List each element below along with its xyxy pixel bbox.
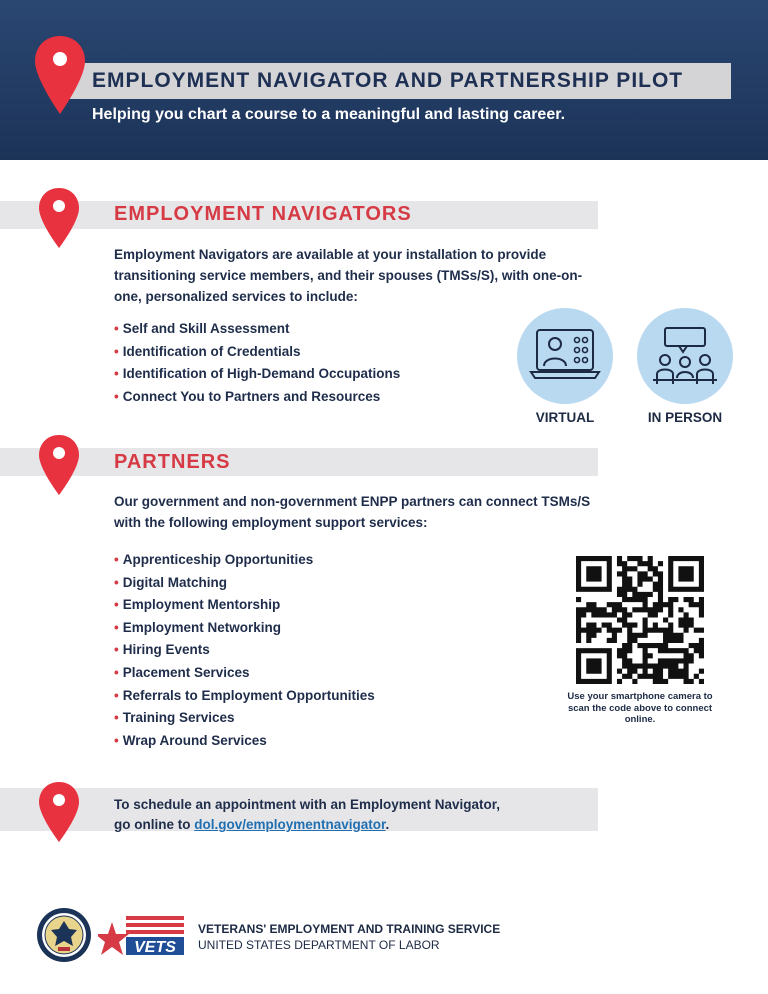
list-item: • Self and Skill Assessment — [114, 321, 290, 336]
qr-caption: Use your smartphone camera to scan the code above to connect online. — [567, 691, 713, 725]
list-item: • Digital Matching — [114, 574, 227, 590]
list-item: • Placement Services — [114, 664, 250, 680]
partners-intro: Our government and non-government ENPP partners can connect TSMs/S with the following employment support services: — [114, 494, 591, 530]
qr-code-icon[interactable] — [576, 556, 704, 684]
section-band-partners — [0, 448, 598, 476]
in-person-label: IN PERSON — [647, 410, 723, 425]
list-item: • Employment Mentorship — [114, 597, 281, 613]
list-item: • Training Services — [114, 710, 235, 726]
virtual-label: VIRTUAL — [535, 410, 595, 425]
list-item: • Hiring Events — [114, 642, 210, 658]
department-of-labor-seal-icon — [36, 907, 92, 963]
in-person-meeting-icon — [637, 308, 733, 404]
navigators-intro: Employment Navigators are available at your installation to provide transitioning service members, and their spouses (TMSs/S), with one-on-one, personalized services to include: — [114, 247, 583, 304]
list-item: • Referrals to Employment Opportunities — [114, 687, 375, 703]
list-item: • Wrap Around Services — [114, 732, 267, 748]
list-item: • Employment Networking — [114, 619, 282, 635]
section-heading-navigators: EMPLOYMENT NAVIGATORS — [114, 203, 412, 225]
department-name: UNITED STATES DEPARTMENT OF LABOR — [198, 938, 440, 952]
partner-services-list — [114, 552, 375, 755]
navigator-services-list — [114, 321, 400, 411]
virtual-meeting-icon — [517, 308, 613, 404]
map-pin-icon — [37, 434, 81, 496]
page-title: EMPLOYMENT NAVIGATOR AND PARTNERSHIP PILOT — [92, 69, 684, 92]
list-item: • Identification of High-Demand Occupations — [114, 366, 401, 382]
vets-logo-icon — [98, 912, 188, 960]
list-item: • Connect You to Partners and Resources — [114, 388, 381, 404]
list-item: • Identification of Credentials — [114, 343, 301, 359]
map-pin-icon — [37, 187, 81, 249]
employment-navigator-link[interactable]: dol.gov/employmentnavigator — [194, 817, 386, 832]
page-tagline: Helping you chart a course to a meaningful and lasting career. — [92, 106, 566, 123]
map-pin-icon — [37, 781, 81, 843]
map-pin-icon — [33, 34, 87, 116]
agency-name: VETERANS' EMPLOYMENT AND TRAINING SERVICE — [198, 922, 501, 936]
schedule-text: To schedule an appointment with an Employment Navigator, go online to dol.gov/employmentnavigator. — [114, 797, 501, 832]
list-item: • Apprenticeship Opportunities — [114, 552, 314, 567]
svg-text:VETS: VETS — [134, 939, 176, 956]
section-heading-partners: PARTNERS — [114, 451, 231, 473]
